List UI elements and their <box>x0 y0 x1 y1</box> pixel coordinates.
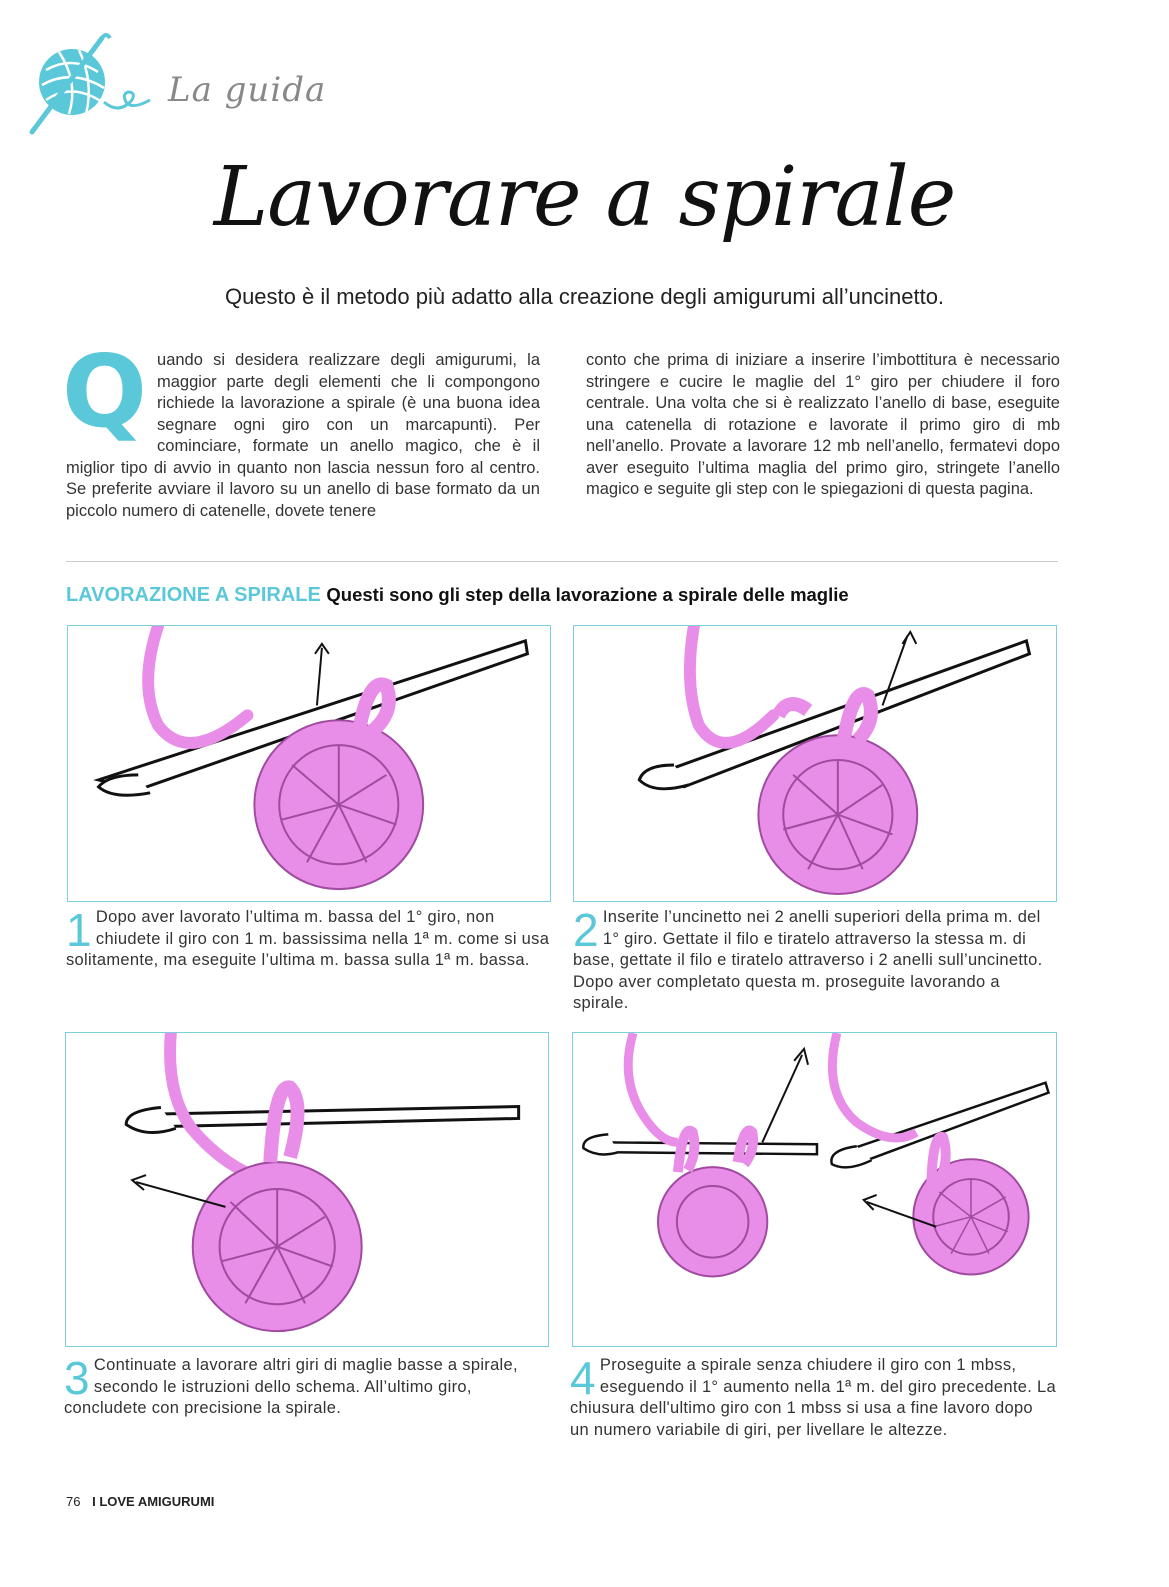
section-divider <box>66 561 1058 562</box>
intro-column-right: conto che prima di iniziare a inserire l’imbottitura è necessario stringere e cucire le maglie del 1° giro per chiudere il foro centrale. Una volta che si è realizzato l’anello di base, eseguite una catenella di rotazione e lavorate il primo giro di mb nell’anello. Provate a lavorare 12 mb nell’anello, fermatevi dopo aver eseguito l’ultima maglia del primo giro, stringete l’anello magico e seguite gli step con le spiegazioni di questa pagina. <box>586 351 1060 498</box>
page-title: Lavorare a spirale <box>213 150 956 245</box>
intro-text-left: uando si desidera realizzare degli amigurumi, la maggior parte degli elementi che li compongono richiede la lavorazione a spirale (è una buona idea segnare ogni giro con un marcapunti). Per cominciare, formate un anello magico, che è il miglior tipo di avvio in quanto non lascia nessun foro al centro. Se preferite avviare il lavoro su un anello di base formato da un piccolo numero di catenelle, dovete tenere <box>66 351 540 520</box>
step-4-caption <box>570 1352 1056 1441</box>
step-number: 3 <box>64 1352 90 1404</box>
step-number: 2 <box>573 904 599 956</box>
steps-heading-subtitle: Questi sono gli step della lavorazione a spirale delle maglie <box>326 584 849 605</box>
step-number: 1 <box>66 904 92 956</box>
step-1-illustration <box>67 625 551 902</box>
step-3-caption <box>64 1352 550 1420</box>
magazine-name: I LOVE AMIGURUMI <box>92 1494 215 1509</box>
page-footer <box>66 1494 214 1509</box>
step-text: Dopo aver lavorato l’ultima m. bassa del 1° giro, non chiudete il giro con 1 m. bassissima nella 1ª m. come si usa solitamente, ma eseguite l’ultima m. bassa sulla 1ª m. bassa. <box>66 908 550 969</box>
dropcap: Q <box>62 333 148 450</box>
step-4-illustration <box>572 1032 1057 1347</box>
step-2-illustration <box>573 625 1057 902</box>
step-text: Proseguite a spirale senza chiudere il giro con 1 mbss, eseguendo il 1° aumento nella 1ª m. del giro precedente. La chiusura dell'ultimo giro con 1 mbss si usa a fine lavoro dopo un numero variabile di giri, per livellare le altezze. <box>570 1356 1056 1439</box>
step-3-illustration <box>65 1032 549 1347</box>
step-2-caption <box>573 904 1059 1015</box>
intro-column-left <box>62 333 540 522</box>
section-label: La guida <box>168 70 327 110</box>
page-subtitle: Questo è il metodo più adatto alla creazione degli amigurumi all’uncinetto. <box>224 284 945 309</box>
step-1-caption <box>66 904 552 972</box>
page-number: 76 <box>66 1494 81 1509</box>
step-text: Continuate a lavorare altri giri di maglie basse a spirale, secondo le istruzioni dello schema. All’ultimo giro, concludete con precisione la spirale. <box>64 1356 518 1417</box>
steps-heading <box>66 584 849 607</box>
step-number: 4 <box>570 1352 596 1404</box>
yarn-ball-hook-heart-icon <box>24 30 154 140</box>
steps-heading-title: LAVORAZIONE A SPIRALE <box>66 584 321 606</box>
step-text: Inserite l’uncinetto nei 2 anelli superiori della prima m. del 1° giro. Gettate il filo e tiratelo attraverso la stessa m. di base, gettate il filo e tiratelo attraverso i 2 anelli sull’uncinetto. Dopo aver completato questa m. proseguite lavorando a spirale. <box>573 908 1043 1012</box>
